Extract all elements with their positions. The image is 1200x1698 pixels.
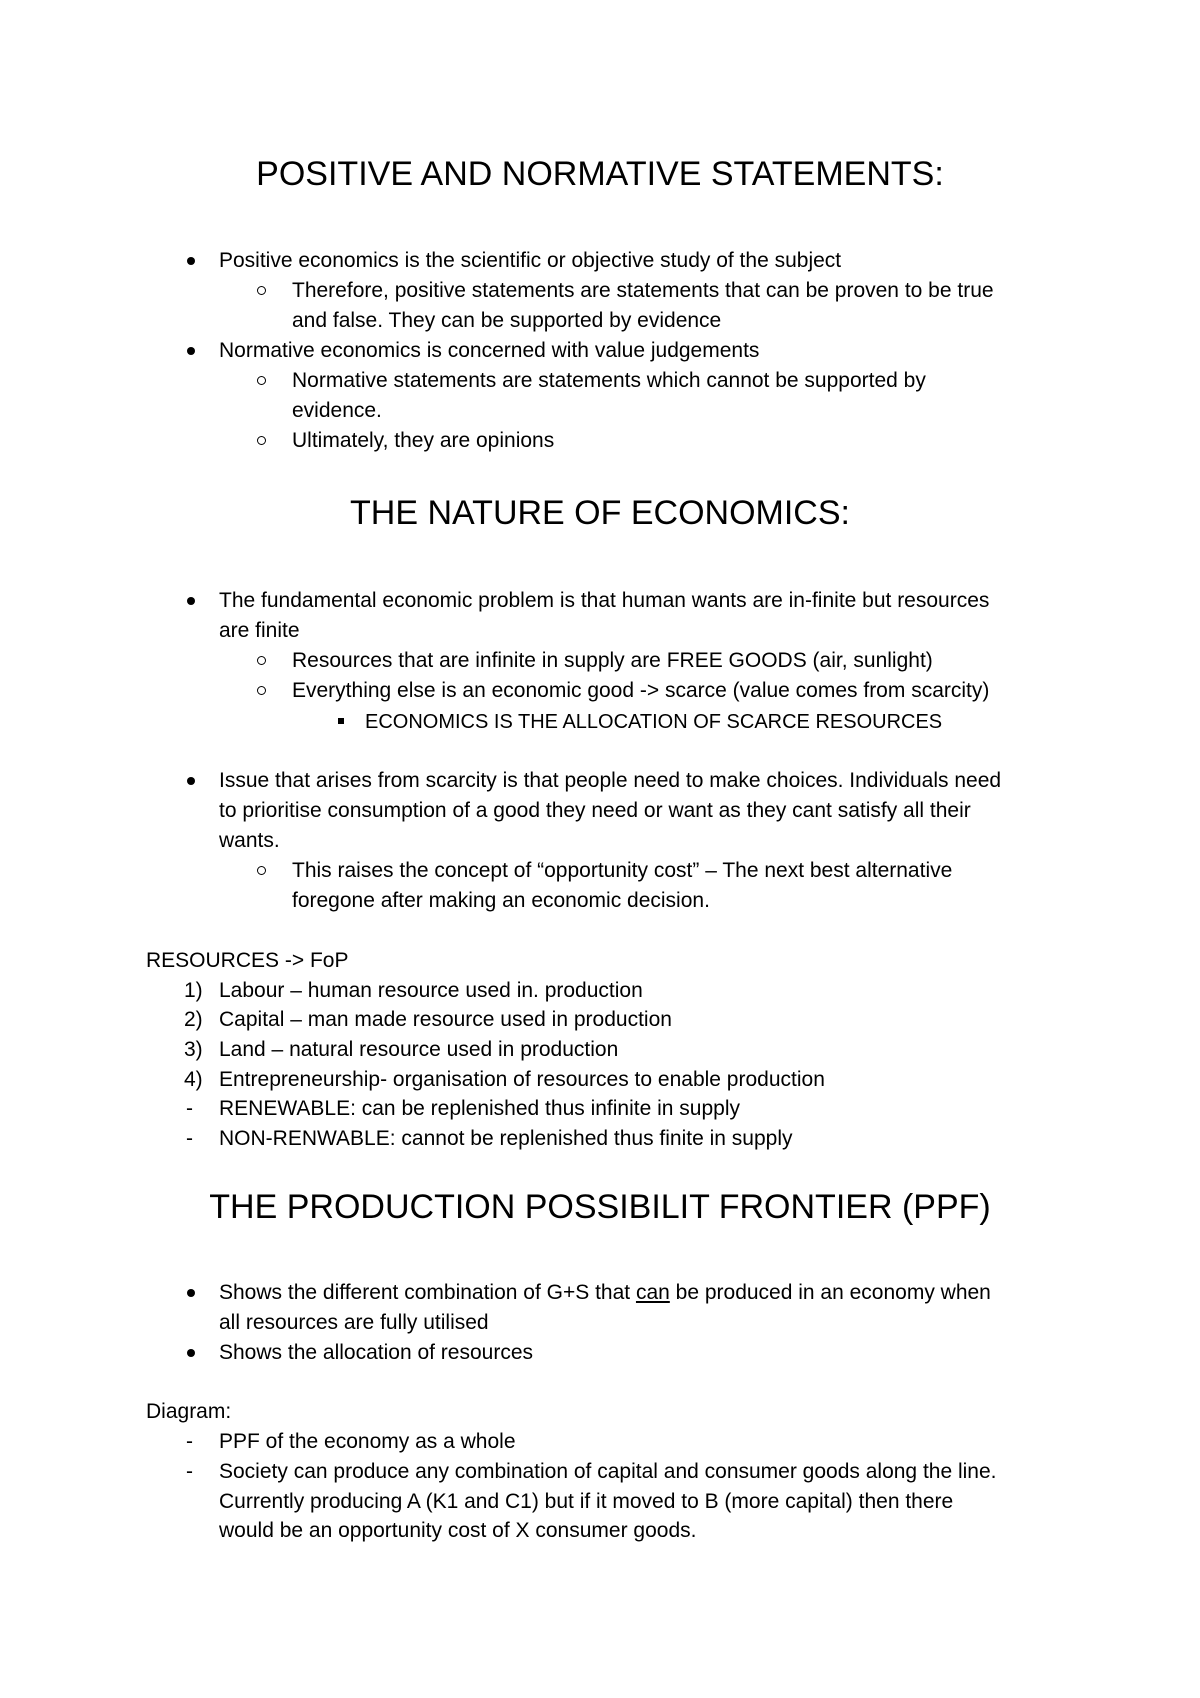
- list-item: Society can produce any combination of capital and consumer goods along the line.: [219, 1460, 997, 1483]
- circle-bullet-icon: [257, 286, 266, 295]
- bullet-icon: [187, 1289, 195, 1297]
- list-dash: -: [186, 1097, 193, 1120]
- heading-positive-normative: POSITIVE AND NORMATIVE STATEMENTS:: [256, 155, 944, 193]
- bullet-text: wants.: [219, 829, 280, 852]
- bullet-text: The fundamental economic problem is that human wants are in-finite but resources: [219, 589, 990, 612]
- bullet-icon: [187, 1349, 195, 1357]
- subsub-bullet-text: ECONOMICS IS THE ALLOCATION OF SCARCE RESOURCES: [365, 711, 943, 733]
- circle-bullet-icon: [257, 686, 266, 695]
- bullet-text: are finite: [219, 619, 300, 642]
- list-dash: -: [186, 1127, 193, 1150]
- sub-bullet-text: Therefore, positive statements are statements that can be proven to be true: [292, 279, 994, 302]
- list-dash: -: [186, 1430, 193, 1453]
- square-bullet-icon: [338, 718, 344, 724]
- list-item: PPF of the economy as a whole: [219, 1430, 516, 1453]
- bullet-text: all resources are fully utilised: [219, 1311, 489, 1334]
- list-item: NON-RENWABLE: cannot be replenished thus finite in supply: [219, 1127, 793, 1150]
- circle-bullet-icon: [257, 436, 266, 445]
- list-item: Land – natural resource used in production: [219, 1038, 619, 1061]
- bullet-icon: [187, 597, 195, 605]
- bullet-text: Positive economics is the scientific or objective study of the subject: [219, 249, 842, 272]
- list-dash: -: [186, 1460, 193, 1483]
- heading-nature-of-economics: THE NATURE OF ECONOMICS:: [350, 494, 850, 532]
- bullet-icon: [187, 257, 195, 265]
- list-number: 4): [184, 1068, 203, 1091]
- sub-bullet-text: Ultimately, they are opinions: [292, 429, 555, 452]
- sub-bullet-text: foregone after making an economic decision.: [292, 889, 710, 912]
- bullet-icon: [187, 777, 195, 785]
- sub-bullet-text: Everything else is an economic good -> scarce (value comes from scarcity): [292, 679, 990, 702]
- list-item: Capital – man made resource used in production: [219, 1008, 672, 1031]
- sub-bullet-text: evidence.: [292, 399, 382, 422]
- bullet-text: to prioritise consumption of a good they need or want as they cant satisfy all their: [219, 799, 971, 822]
- list-item: Currently producing A (K1 and C1) but if it moved to B (more capital) then there: [219, 1490, 954, 1513]
- bullet-text: Normative economics is concerned with value judgements: [219, 339, 760, 362]
- bullet-text: Issue that arises from scarcity is that people need to make choices. Individuals need: [219, 769, 1002, 792]
- diagram-label: Diagram:: [146, 1400, 232, 1423]
- text-part: Shows the different combination of G+S that: [219, 1281, 636, 1304]
- resources-title: RESOURCES -> FoP: [146, 949, 349, 972]
- list-number: 3): [184, 1038, 203, 1061]
- list-item: Labour – human resource used in. production: [219, 979, 643, 1002]
- bullet-text: Shows the allocation of resources: [219, 1341, 534, 1364]
- list-item: RENEWABLE: can be replenished thus infinite in supply: [219, 1097, 741, 1120]
- sub-bullet-text: Resources that are infinite in supply are FREE GOODS (air, sunlight): [292, 649, 933, 672]
- text-part: be produced in an economy when: [669, 1281, 991, 1304]
- circle-bullet-icon: [257, 866, 266, 875]
- sub-bullet-text: This raises the concept of “opportunity cost” – The next best alternative: [292, 859, 953, 882]
- bullet-text: [219, 1281, 991, 1305]
- sub-bullet-text: Normative statements are statements which cannot be supported by: [292, 369, 926, 392]
- underlined-text: can: [635, 1281, 670, 1304]
- list-item: Entrepreneurship- organisation of resources to enable production: [219, 1068, 825, 1091]
- sub-bullet-text: and false. They can be supported by evidence: [292, 309, 722, 332]
- circle-bullet-icon: [257, 376, 266, 385]
- list-number: 2): [184, 1008, 203, 1031]
- heading-ppf: THE PRODUCTION POSSIBILIT FRONTIER (PPF): [209, 1188, 991, 1226]
- bullet-icon: [187, 347, 195, 355]
- list-item: would be an opportunity cost of X consumer goods.: [219, 1519, 697, 1542]
- list-number: 1): [184, 979, 203, 1002]
- circle-bullet-icon: [257, 656, 266, 665]
